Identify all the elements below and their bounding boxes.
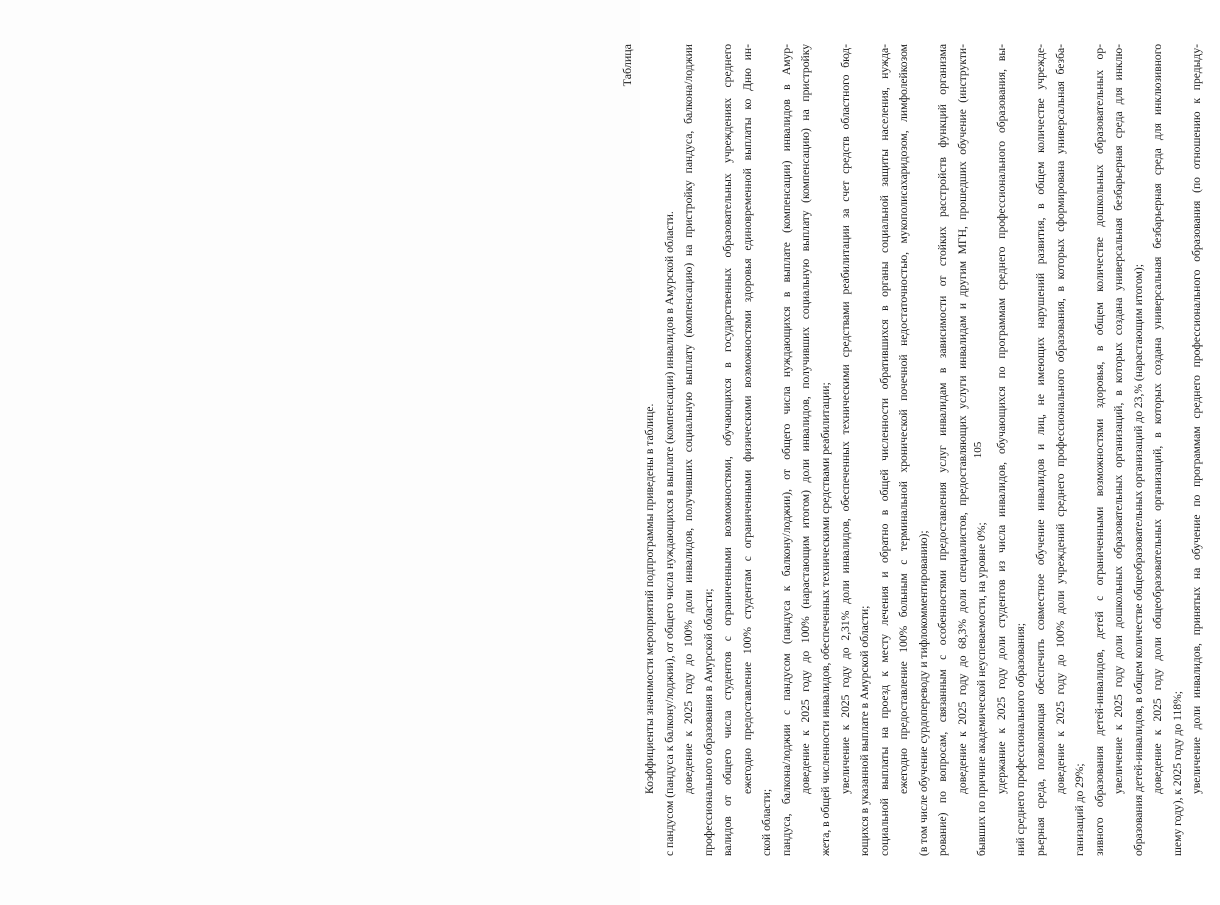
page-number: 105 <box>972 441 984 459</box>
text-line: жета, в общей численности инвалидов, обеспеченных техническими средствами реабилитации; <box>818 382 832 856</box>
text-line: увеличение к 2025 году до 2,31% доли инвалидов, обеспеченных техническими средствами реабилитации за счет средств областного бюд- <box>838 44 852 794</box>
text-line: (в том числе обучение сурдопереводу и тифлокомментированию); <box>916 530 930 856</box>
text-line: социальной выплаты на проезд к месту лечения и обратно в общей численности обратившихся в органы социальной защиты населения, нужда- <box>877 44 891 856</box>
text-line: удержание к 2025 году доли студентов из числа инвалидов, обучающихся по программам среднего профессионального образования, вы- <box>994 44 1008 794</box>
text-line: ской области; <box>760 788 774 856</box>
text-line: ежегодно предоставление 100% студентам с ограниченными физическими возможностями здоровья единовременной выплаты ко Дню ин- <box>740 44 754 794</box>
text-line: валидов от общего числа студентов с ограниченными возможностями, обучающихся в государственных образовательных учреждениях среднего <box>721 44 735 856</box>
text-line: зивного образования детей-инвалидов, детей с ограниченными возможностями здоровья, в общем количестве дошкольных образовательных ор- <box>1092 44 1106 856</box>
text-line: бывших по причине академической неуспеваемости, на уровне 0%; <box>975 522 989 856</box>
text-line: доведение к 2025 году до 100% доли инвалидов, получивших социальную выплату (компенсацию) на пристройку пандуса, балкона/лоджии <box>682 44 696 794</box>
text-line: доведение к 2025 году доли общеобразовательных организаций, в которых создана универсальная безбарьерная среда для инклюзивного <box>1151 44 1165 794</box>
rotated-page-content <box>620 20 1220 880</box>
text-line: доведение к 2025 году до 68,3% доли специалистов, предоставляющих услуги инвалидам и другим МГН, прошедших обучение (инструкти- <box>955 44 969 794</box>
text-line: образования детей-инвалидов, в общем количестве общеобразовательных организаций до 23,% (нарастающим итогом); <box>1131 264 1145 856</box>
text-line: ющихся в указанной выплате в Амурской области; <box>858 605 872 856</box>
text-line: Коэффициенты значимости мероприятий подпрограммы приведены в таблице. <box>643 403 656 794</box>
text-line: шему году), к 2025 году до 118%; <box>1170 691 1184 856</box>
text-line: доведение к 2025 году до 100% доли учреждений среднего профессионального образования, в которых сформирована универсальная безба- <box>1053 44 1067 794</box>
text-line: увеличение доли инвалидов, принятых на обучение по программам среднего профессионального образования (по отношению к предыду- <box>1190 44 1204 794</box>
text-line: ганизаций до 29%; <box>1073 763 1087 856</box>
text-line: с пандусом (пандуса к балкону/лоджии), от общего числа нуждающихся в выплате (компенсации) инвалидов в Амурской области. <box>662 211 676 856</box>
text-line: рьерная среда, позволяющая обеспечить совместное обучение инвалидов и лиц, не имеющих нарушений развития, в общем количестве учрежде- <box>1034 44 1047 856</box>
text-line: ежегодно предоставление 100% больным с терминальной хронической почечной недостаточностью, мукополисахаридозом, лимфолейкозом <box>897 44 911 794</box>
text-line: пандуса, балкона/лоджии с пандусом (пандуса к балкону/лоджии), от общего числа нуждающихся в выплате (компенсации) инвалидов в Амур- <box>779 44 793 856</box>
text-line: ний среднего профессионального образования; <box>1014 623 1028 856</box>
text-line: рование) по вопросам, связанным с особенностями предоставления услуг инвалидам в зависимости от стойких расстройств функций организма <box>936 44 950 856</box>
text-line: профессионального образования в Амурской области; <box>701 588 715 856</box>
table-label: Таблица <box>620 44 634 87</box>
text-line: увеличение к 2025 году доли дошкольных образовательных организаций, в которых создана универсальная безбарьерная среда для инклю- <box>1112 44 1126 794</box>
text-line: доведение к 2025 году до 100% (нарастающим итогом) доли инвалидов, получивших социальную выплату (компенсацию) на пристройку <box>799 44 813 794</box>
